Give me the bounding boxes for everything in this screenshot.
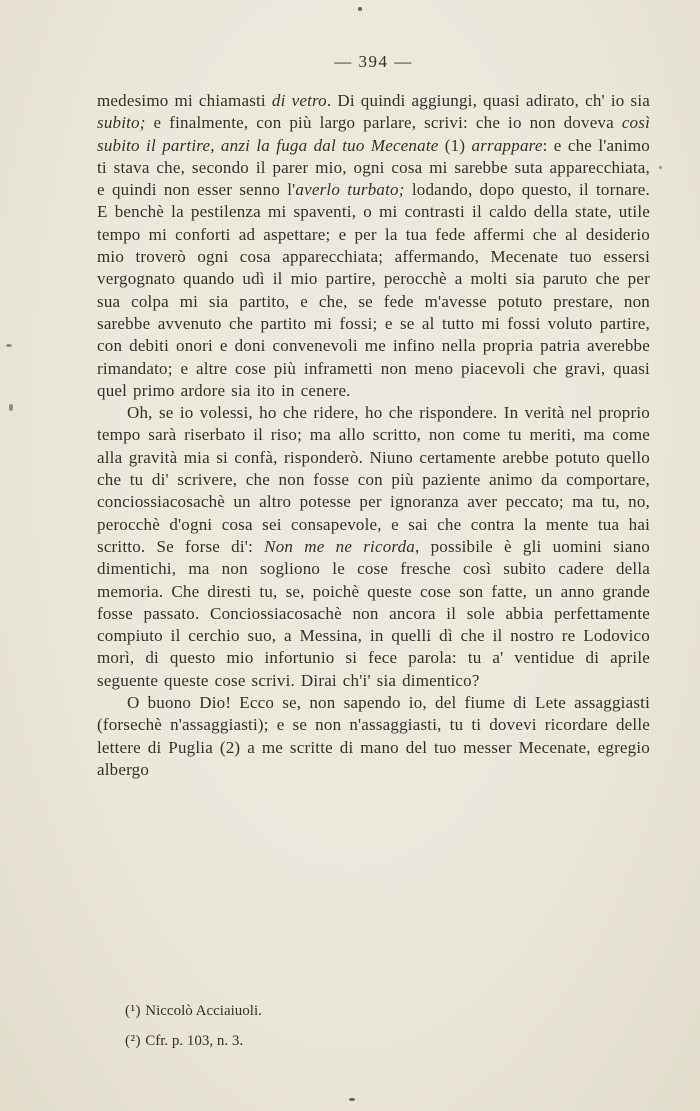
- paragraph: [97, 90, 650, 402]
- italic-run: averlo turbato;: [295, 180, 405, 200]
- text-run: , possibile è gli uomini siano dimentichi, ma non sogliono le cose fresche così subito cadere della memoria. Che diresti tu, se, poichè queste cose son fatte, un anno grande fosse passato. Conciossiacosachè non ancora il sole abbia perfettamente compiuto il cerchio suo, a Messina, in quelli dì che il nostro re Lodovico morì, di questo mio infortunio si fece parola: tu a' ventidue di aprile seguente queste cose scrivi. Dirai ch'i' sia dimentico?: [97, 536, 651, 690]
- text-run: medesimo mi chiamasti: [97, 91, 272, 110]
- page-number: — 394 —: [334, 52, 413, 71]
- scan-speck: [9, 404, 13, 411]
- paragraph: [97, 402, 650, 692]
- italic-run: così subito il partire, anzi la fuga dal tuo Mecenate: [97, 113, 650, 155]
- text-run: lodando, dopo questo, il tornare. E benchè la pestilenza mi spaventi, o mi contrasti il caldo della state, utile tempo mi conforti ad aspettare; e per la tua fede affermi che al desiderio mio troverò ogni cosa apparecchiata; affermando, Mecenate tuo essersi vergognato quando udì il mio partire, perocchè a molti sia paruto che per sua colpa mi sia partito, e che, se fede m'avesse potuto prestare, non sarebbe avvenuto che partito mi fossi; e se al tutto mi fossi voluto partire, con debiti onori e doni convenevoli me infino nella propria patria averebbe rimandato; e altre cose più inframetti non meno piacevoli che gravi, quasi quel primo ardore sia ito in cenere.: [97, 180, 650, 400]
- scan-speck: [358, 7, 362, 11]
- scan-speck: [349, 1098, 355, 1101]
- footnote-marker: (²): [125, 1033, 146, 1049]
- text-run: (1): [438, 135, 472, 155]
- footnote-text: Cfr. p. 103, n. 3.: [145, 1033, 244, 1049]
- text-run: O buono Dio! Ecco se, non sapendo io, del fiume di Lete assaggiasti (forsechè n'assaggiasti); e se non n'assaggiasti, tu ti dovevi ricordare delle lettere di Puglia (2) a me scritte di mano del tuo messer Mecenate, egregio albergo: [97, 693, 650, 779]
- text-run: e finalmente, con più largo parlare, scrivi: che io non doveva: [145, 113, 622, 133]
- footnote: [125, 1026, 575, 1056]
- text-run: . Di quindi aggiungi, quasi adirato, ch' io sia: [326, 91, 651, 110]
- text-run: : e che l'animo ti stava che, secondo il parer mio, ogni cosa mi sarebbe suta apparecchiata, e quindi non esser senno l': [97, 135, 650, 200]
- footnote: [125, 996, 575, 1026]
- scan-speck: [659, 166, 662, 169]
- footnotes: [125, 996, 575, 1056]
- footnote-marker: (¹): [125, 1003, 146, 1019]
- italic-run: Non me ne ricorda: [264, 536, 415, 556]
- body-text: [97, 90, 650, 781]
- paragraph: [97, 692, 650, 781]
- italic-run: di vetro: [271, 91, 327, 110]
- italic-run: subito;: [97, 113, 146, 133]
- italic-run: arrappare: [471, 135, 543, 155]
- scan-speck: [6, 344, 12, 347]
- footnote-text: Niccolò Acciaiuoli.: [145, 1003, 262, 1019]
- text-run: Oh, se io volessi, ho che ridere, ho che rispondere. In verità nel proprio tempo sarà riserbato il riso; ma allo scritto, non come tu meriti, ma come alla gravità mia si confà, risponderò. Niuno certamente arebbe potuto quello che tu di' scrivere, che non fosse con più paziente animo da comportare, conciossiacosachè un altro potesse per ignoranza aver peccato; ma tu, no, perocchè d'ogni cosa sei consapevole, e sai che contra la mente tua hai scritto. Se forse di':: [97, 403, 650, 556]
